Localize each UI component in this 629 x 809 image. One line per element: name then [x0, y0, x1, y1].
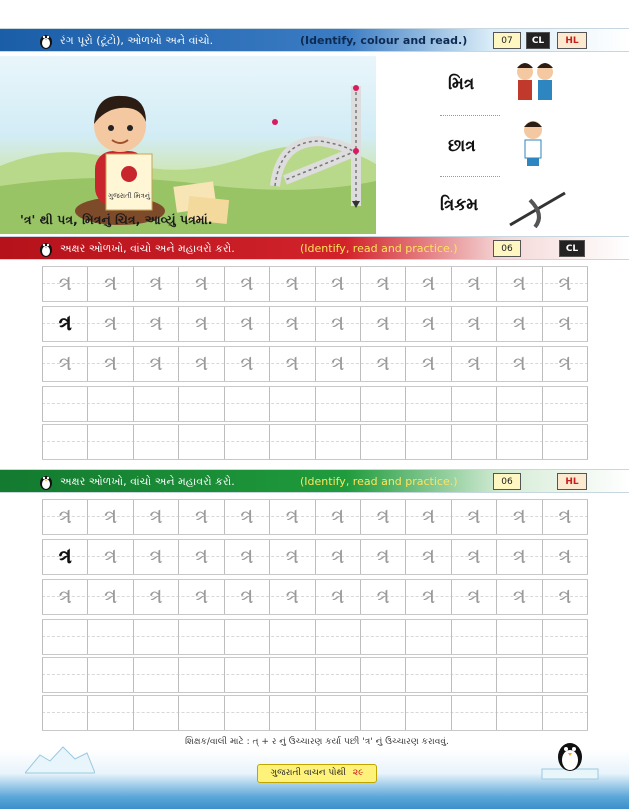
section2-instruction: અક્ષર ઓળખો, વાંચો અને મહાવરો કરો.	[60, 242, 235, 255]
section1-header	[0, 28, 629, 52]
word-trikam: ત્રિકમ	[440, 195, 479, 215]
practice-cell: ત્ર	[42, 347, 88, 381]
scene-caption: 'ત્ર' થી પત્ર, મિત્રનું ચિત્ર, આવ્યું પત્રમાં.	[20, 212, 213, 227]
practice-cell: ત્ર	[316, 540, 361, 574]
practice-cell: ત્ર	[543, 580, 588, 614]
practice-cell: ત્ર	[316, 347, 361, 381]
practice-cell	[316, 658, 361, 692]
practice-cell	[134, 620, 179, 654]
practice-cell: ત્ર	[406, 347, 451, 381]
practice-cell: ત્ર	[543, 347, 588, 381]
practice-cell: ત્ર	[316, 500, 361, 534]
ruled-row	[42, 619, 588, 655]
practice-cell: ત્ર	[42, 307, 88, 341]
practice-cell	[225, 658, 270, 692]
penguin-icon	[39, 31, 53, 49]
pickaxe-illustration	[505, 185, 575, 230]
practice-cell: ત્ર	[543, 267, 588, 301]
practice-cell: ત્ર	[88, 347, 133, 381]
ruled-row	[42, 346, 588, 382]
ruled-row	[42, 424, 588, 460]
practice-cell: ત્ર	[406, 540, 451, 574]
practice-cell: ત્ર	[361, 500, 406, 534]
level-badge: 07	[493, 32, 521, 49]
practice-row	[42, 347, 588, 381]
practice-cell	[316, 696, 361, 730]
practice-cell	[134, 696, 179, 730]
practice-cell	[42, 696, 88, 730]
word-chhatra: છાત્ર	[448, 136, 476, 156]
practice-cell: ત્ર	[497, 267, 542, 301]
level-badge: 06	[493, 240, 521, 257]
practice-cell	[316, 387, 361, 421]
practice-cell: ત્ર	[452, 580, 497, 614]
ruled-row	[42, 499, 588, 535]
practice-cell	[361, 425, 406, 459]
practice-cell	[497, 387, 542, 421]
practice-cell: ત્ર	[316, 267, 361, 301]
practice-cell	[543, 620, 588, 654]
practice-cell	[543, 658, 588, 692]
practice-cell: ત્ર	[361, 347, 406, 381]
practice-cell	[543, 696, 588, 730]
page-number: ૨૯	[352, 768, 364, 778]
practice-cell	[134, 658, 179, 692]
practice-cell: ત્ર	[134, 500, 179, 534]
practice-cell	[42, 658, 88, 692]
cl-badge: CL	[526, 32, 550, 49]
practice-cell	[497, 658, 542, 692]
practice-cell	[497, 620, 542, 654]
teacher-note: શિક્ષક/વાલી માટે : ત્ + ર નું ઉચ્ચારણ કર્યા પછી 'ત્ર' નું ઉચ્ચારણ કરાવવું.	[185, 737, 449, 747]
practice-cell: ત્ર	[452, 267, 497, 301]
friends-illustration	[510, 60, 560, 110]
practice-cell: ત્ર	[452, 347, 497, 381]
practice-cell	[88, 620, 133, 654]
practice-cell: ત્ર	[543, 500, 588, 534]
practice-cell: ત્ર	[452, 540, 497, 574]
practice-cell	[406, 658, 451, 692]
practice-cell: ત્ર	[543, 307, 588, 341]
practice-cell	[406, 425, 451, 459]
practice-cell: ત્ર	[88, 500, 133, 534]
practice-cell	[88, 696, 133, 730]
illustration-scene	[0, 56, 376, 234]
practice-row	[42, 580, 588, 614]
practice-cell	[361, 387, 406, 421]
student-illustration	[515, 118, 555, 168]
practice-cell: ત્ર	[406, 267, 451, 301]
practice-cell: ત્ર	[225, 307, 270, 341]
section2-header	[0, 236, 629, 260]
practice-cell: ત્ર	[361, 307, 406, 341]
practice-cell: ત્ર	[316, 307, 361, 341]
practice-cell	[361, 696, 406, 730]
practice-cell	[452, 658, 497, 692]
ruled-row	[42, 539, 588, 575]
practice-cell	[42, 425, 88, 459]
word-mitra: મિત્ર	[448, 74, 475, 94]
practice-cell: ત્ર	[179, 580, 224, 614]
ruled-row	[42, 579, 588, 615]
practice-cell	[88, 387, 133, 421]
practice-cell	[134, 425, 179, 459]
practice-cell	[497, 696, 542, 730]
practice-cell: ત્ર	[270, 267, 315, 301]
practice-cell: ત્ર	[179, 540, 224, 574]
practice-cell	[225, 620, 270, 654]
practice-cell: ત્ર	[42, 267, 88, 301]
practice-cell: ત્ર	[497, 500, 542, 534]
ruled-row	[42, 695, 588, 731]
practice-cell	[179, 696, 224, 730]
practice-row	[42, 267, 588, 301]
section3-instruction: અક્ષર ઓળખો, વાંચો અને મહાવરો કરો.	[60, 475, 235, 488]
practice-cell: ત્ર	[88, 307, 133, 341]
cl-badge: CL	[559, 240, 585, 257]
practice-cell	[179, 658, 224, 692]
practice-cell	[270, 425, 315, 459]
practice-cell	[497, 425, 542, 459]
practice-cell	[406, 620, 451, 654]
level-badge: 06	[493, 473, 521, 490]
practice-cell: ત્ર	[543, 540, 588, 574]
practice-row	[42, 307, 588, 341]
practice-cell: ત્ર	[225, 580, 270, 614]
practice-cell: ત્ર	[225, 540, 270, 574]
practice-cell	[225, 696, 270, 730]
practice-cell: ત્ર	[270, 580, 315, 614]
practice-row-blank	[42, 387, 588, 421]
hl-badge: HL	[557, 32, 587, 49]
practice-cell	[42, 387, 88, 421]
practice-cell	[452, 387, 497, 421]
practice-cell	[543, 387, 588, 421]
section1-instruction: રંગ પૂરો (ટૂંટો), ઓળખો અને વાંચો.	[60, 34, 214, 47]
practice-cell: ત્ર	[179, 307, 224, 341]
practice-cell: ત્ર	[406, 580, 451, 614]
practice-cell: ત્ર	[270, 307, 315, 341]
practice-cell: ત્ર	[361, 580, 406, 614]
practice-cell	[406, 387, 451, 421]
practice-cell: ત્ર	[134, 580, 179, 614]
practice-cell: ત્ર	[406, 500, 451, 534]
section1-english: (Identify, colour and read.)	[300, 34, 468, 47]
practice-cell	[88, 425, 133, 459]
practice-cell	[42, 620, 88, 654]
practice-cell	[452, 425, 497, 459]
practice-cell: ત્ર	[179, 267, 224, 301]
practice-cell	[316, 425, 361, 459]
practice-cell	[452, 620, 497, 654]
section3-header	[0, 469, 629, 493]
practice-cell	[88, 658, 133, 692]
practice-row-blank	[42, 425, 588, 459]
penguin-mascot-illustration	[540, 737, 600, 782]
practice-row	[42, 540, 588, 574]
iceberg-illustration	[25, 745, 95, 775]
practice-cell: ત્ર	[497, 580, 542, 614]
practice-cell	[270, 387, 315, 421]
practice-cell: ત્ર	[361, 267, 406, 301]
book-title: ગુજરાતી મિત્રનું	[108, 192, 150, 200]
practice-cell: ત્ર	[497, 347, 542, 381]
practice-row	[42, 500, 588, 534]
practice-cell: ત્ર	[497, 307, 542, 341]
practice-cell: ત્ર	[134, 540, 179, 574]
book-name: ગુજરાતી વાચન પોથી	[270, 768, 346, 778]
practice-cell	[134, 387, 179, 421]
practice-row-blank	[42, 620, 588, 654]
practice-cell: ત્ર	[270, 540, 315, 574]
penguin-icon	[39, 239, 53, 257]
practice-cell	[406, 696, 451, 730]
boy-reading-illustration	[0, 56, 376, 234]
book-page-tag	[257, 764, 377, 783]
practice-cell	[179, 620, 224, 654]
practice-cell	[361, 620, 406, 654]
practice-cell: ત્ર	[42, 580, 88, 614]
practice-cell: ત્ર	[270, 500, 315, 534]
practice-row-blank	[42, 696, 588, 730]
section3-english: (Identify, read and practice.)	[300, 475, 458, 488]
practice-cell: ત્ર	[452, 500, 497, 534]
practice-cell: ત્ર	[179, 500, 224, 534]
hl-badge: HL	[557, 473, 587, 490]
practice-cell: ત્ર	[406, 307, 451, 341]
practice-cell: ત્ર	[134, 267, 179, 301]
practice-cell: ત્ર	[225, 347, 270, 381]
practice-cell	[361, 658, 406, 692]
practice-cell: ત્ર	[42, 500, 88, 534]
word-divider	[440, 176, 500, 177]
practice-cell: ત્ર	[88, 267, 133, 301]
practice-cell: ત્ર	[497, 540, 542, 574]
section2-english: (Identify, read and practice.)	[300, 242, 458, 255]
practice-cell: ત્ર	[452, 307, 497, 341]
practice-cell	[270, 696, 315, 730]
word-divider	[440, 115, 500, 116]
practice-row-blank	[42, 658, 588, 692]
practice-cell: ત્ર	[42, 540, 88, 574]
practice-cell	[543, 425, 588, 459]
practice-cell: ત્ર	[179, 347, 224, 381]
practice-cell	[225, 425, 270, 459]
practice-cell	[179, 387, 224, 421]
practice-cell: ત્ર	[316, 580, 361, 614]
practice-cell	[225, 387, 270, 421]
practice-cell	[452, 696, 497, 730]
ruled-row	[42, 266, 588, 302]
penguin-icon	[39, 472, 53, 490]
practice-cell: ત્ર	[225, 267, 270, 301]
practice-cell: ત્ર	[134, 347, 179, 381]
ruled-row	[42, 306, 588, 342]
ruled-row	[42, 657, 588, 693]
practice-cell: ત્ર	[134, 307, 179, 341]
practice-cell: ત્ર	[225, 500, 270, 534]
practice-cell: ત્ર	[88, 580, 133, 614]
practice-cell: ત્ર	[361, 540, 406, 574]
practice-cell	[316, 620, 361, 654]
practice-cell	[270, 658, 315, 692]
practice-cell	[179, 425, 224, 459]
ruled-row	[42, 386, 588, 422]
practice-cell: ત્ર	[270, 347, 315, 381]
practice-cell: ત્ર	[88, 540, 133, 574]
practice-cell	[270, 620, 315, 654]
